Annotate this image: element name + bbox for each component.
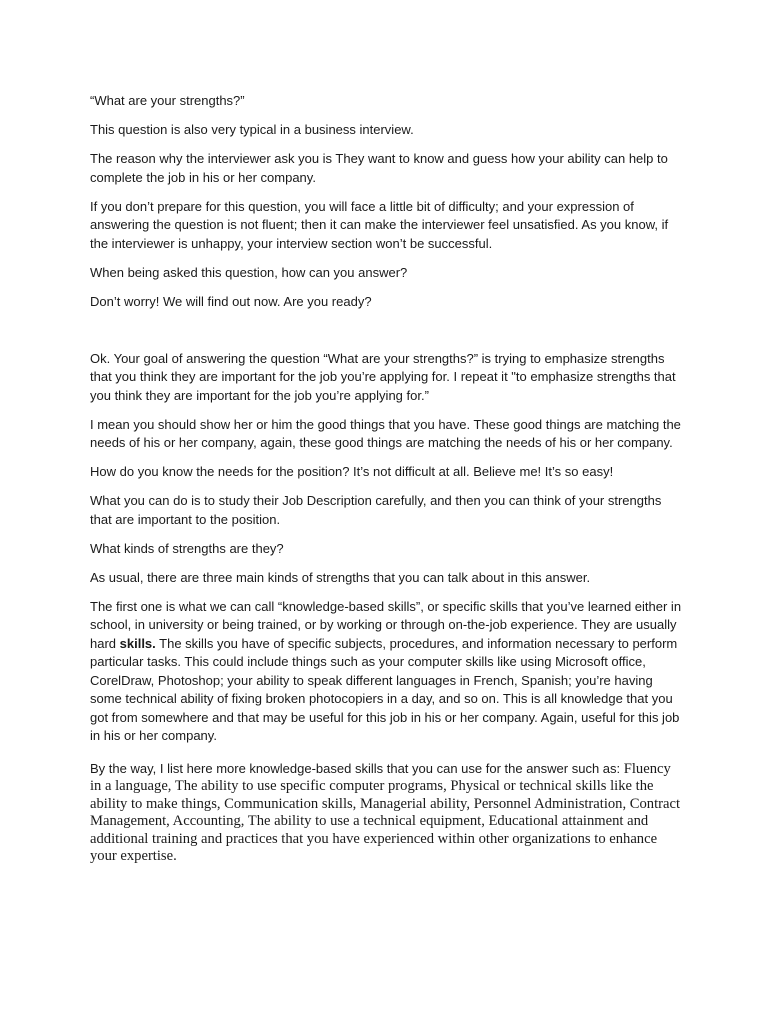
paragraph: As usual, there are three main kinds of strengths that you can talk about in this answer. bbox=[90, 569, 591, 585]
paragraph-text: By the way, I list here more knowledge-based skills that you can use for the answer such as: bbox=[90, 760, 624, 776]
paragraph-text: The skills you have of specific subjects, procedures, and information necessary to perform particular tasks. This could include things such as your computer skills like using Microsoft office, CorelDraw, Photoshop; your ability to speak different languages in French, Spanish; you’re having some technical ability of fixing broken photocopiers in a day, and so on. This is all knowledge that you got from somewhere and that may be useful for this job in his or her company. Again, useful for this job in his or her company. bbox=[90, 635, 680, 743]
paragraph: If you don’t prepare for this question, you will face a little bit of difficulty; and your expression of answering the question is not fluent; then it can make the interviewer feel unsatisfied. As you know, if the interviewer is unhappy, your interview section won’t be successful. bbox=[90, 198, 669, 251]
paragraph-spacer bbox=[90, 322, 682, 350]
paragraph: How do you know the needs for the position? It’s not difficult at all. Believe me! It’s so easy! bbox=[90, 464, 614, 479]
paragraph: Ok. Your goal of answering the question “What are your strengths?” is trying to emphasize strengths that you think they are important for the job you’re applying for. I repeat it "to emphasize strengths that you think they are important for the job you’re applying for.” bbox=[90, 350, 676, 403]
paragraph-text: The first one is what we can call “knowledge-based skills”, or specific skills that you’ve learned either in school, in university or being trained, or by working or through on-the-job experience. They are usually hard bbox=[90, 598, 682, 651]
paragraph: What kinds of strengths are they? bbox=[90, 540, 284, 556]
paragraph: I mean you should show her or him the good things that you have. These good things are matching the needs of his or her company, again, these good things are matching the needs of his or her company. bbox=[90, 416, 681, 450]
skills-list-text: Fluency in a language, The ability to use specific computer programs, Physical or technical skills like the ability to make things, Communication skills, Managerial ability, Personnel Administration, Contract Management, Accounting, The ability to use a technical equipment, Educational attainment and additional training and practices that you have experienced within other organizations to enhance your expertise. bbox=[90, 760, 681, 864]
paragraph: The reason why the interviewer ask you is They want to know and guess how your ability can help to complete the job in his or her company. bbox=[90, 151, 668, 185]
paragraph-skills-list bbox=[90, 760, 682, 866]
paragraph: What you can do is to study their Job Description carefully, and then you can think of your strengths that are important to the position. bbox=[90, 493, 662, 527]
paragraph: Don’t worry! We will find out now. Are you ready? bbox=[90, 293, 372, 309]
paragraph-knowledge-skills bbox=[90, 598, 682, 746]
document-body bbox=[90, 92, 682, 876]
paragraph-question-title: “What are your strengths?” bbox=[90, 93, 245, 108]
paragraph: This question is also very typical in a business interview. bbox=[90, 122, 414, 137]
bold-term: skills. bbox=[119, 635, 156, 651]
paragraph: When being asked this question, how can you answer? bbox=[90, 264, 408, 280]
